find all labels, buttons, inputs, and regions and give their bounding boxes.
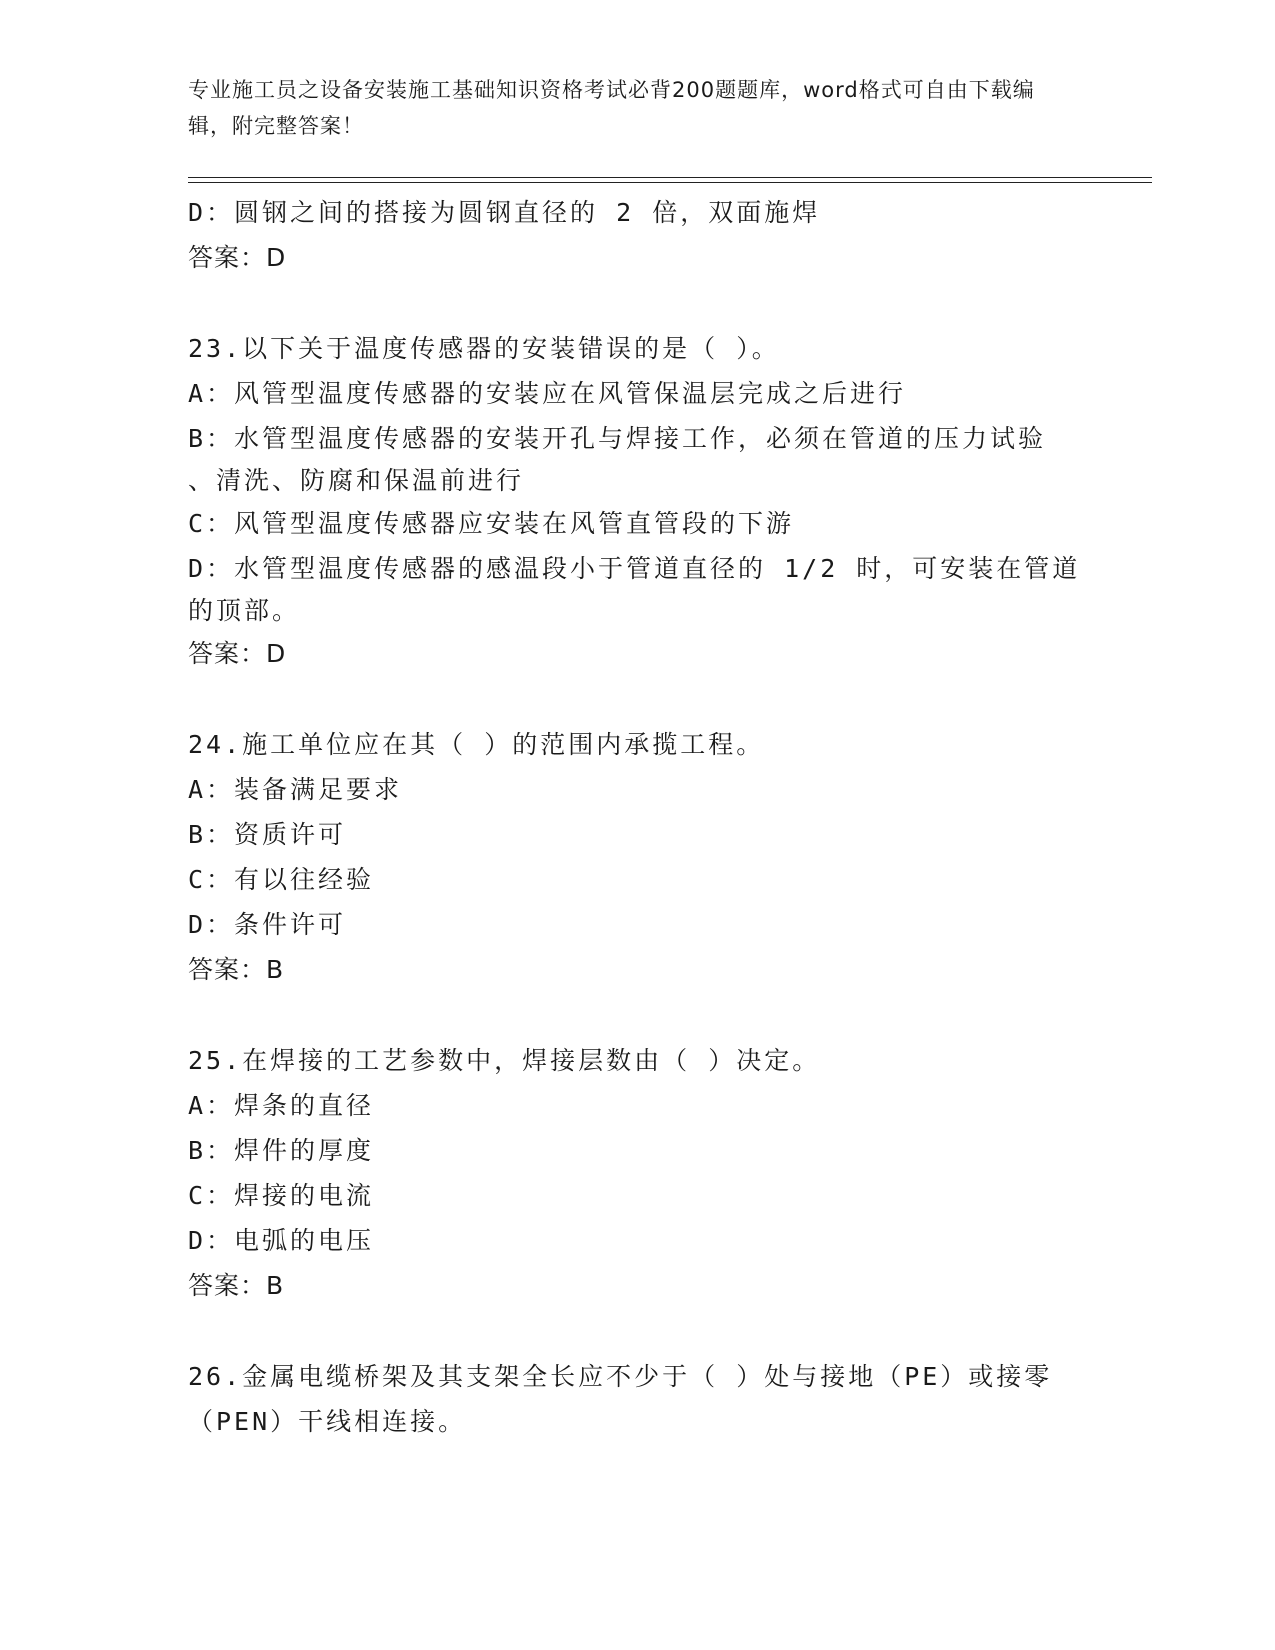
- document-header: 专业施工员之设备安装施工基础知识资格考试必背200题题库，word格式可自由下载编辑，附完整答案！: [188, 78, 1035, 138]
- spacer: [188, 280, 1088, 326]
- q23-option-b-line1: B：水管型温度传感器的安装开孔与焊接工作，必须在管道的压力试验: [188, 424, 1047, 453]
- header-divider-top: [188, 177, 1152, 178]
- spacer: [188, 1308, 1088, 1354]
- q23-option-c: C：风管型温度传感器应安装在风管直管段的下游: [188, 509, 795, 538]
- q22-option-d: D：圆钢之间的搭接为圆钢直径的 2 倍，双面施焊: [188, 198, 821, 227]
- q25-option-c: C：焊接的电流: [188, 1181, 375, 1210]
- q24-answer: 答案：B: [188, 955, 285, 984]
- q23-option-d-line1: D：水管型温度传感器的感温段小于管道直径的 1/2 时，可安装在管道: [188, 554, 1081, 583]
- q24-question: 24.施工单位应在其（ ）的范围内承揽工程。: [188, 730, 765, 759]
- header-divider-bottom: [188, 182, 1152, 183]
- q23-option-d-line2: 的顶部。: [188, 596, 301, 625]
- q25-option-b: B：焊件的厚度: [188, 1136, 375, 1165]
- spacer: [188, 992, 1088, 1038]
- q23-question: 23.以下关于温度传感器的安装错误的是（ ）。: [188, 334, 780, 363]
- question-23: [188, 326, 1088, 676]
- q23-answer: 答案：D: [188, 639, 287, 668]
- q26-question-line1: 26.金属电缆桥架及其支架全长应不少于（ ）处与接地（PE）或接零: [188, 1362, 1053, 1391]
- question-content: [188, 190, 1088, 1444]
- q25-question: 25.在焊接的工艺参数中，焊接层数由（ ）决定。: [188, 1046, 821, 1075]
- q24-option-c: C：有以往经验: [188, 865, 375, 894]
- question-26: [188, 1354, 1088, 1444]
- question-22-tail: [188, 190, 1088, 280]
- q24-option-b: B：资质许可: [188, 820, 347, 849]
- q24-option-a: A：装备满足要求: [188, 775, 403, 804]
- question-25: [188, 1038, 1088, 1308]
- q25-answer: 答案：B: [188, 1271, 285, 1300]
- q22-answer: 答案：D: [188, 243, 287, 272]
- question-24: [188, 722, 1088, 992]
- q26-question-line2: （PEN）干线相连接。: [188, 1407, 467, 1436]
- q25-option-d: D：电弧的电压: [188, 1226, 375, 1255]
- q23-option-a: A：风管型温度传感器的安装应在风管保温层完成之后进行: [188, 379, 907, 408]
- q24-option-d: D：条件许可: [188, 910, 347, 939]
- q23-option-b-line2: 、清洗、防腐和保温前进行: [188, 466, 525, 495]
- q25-option-a: A：焊条的直径: [188, 1091, 375, 1120]
- spacer: [188, 676, 1088, 722]
